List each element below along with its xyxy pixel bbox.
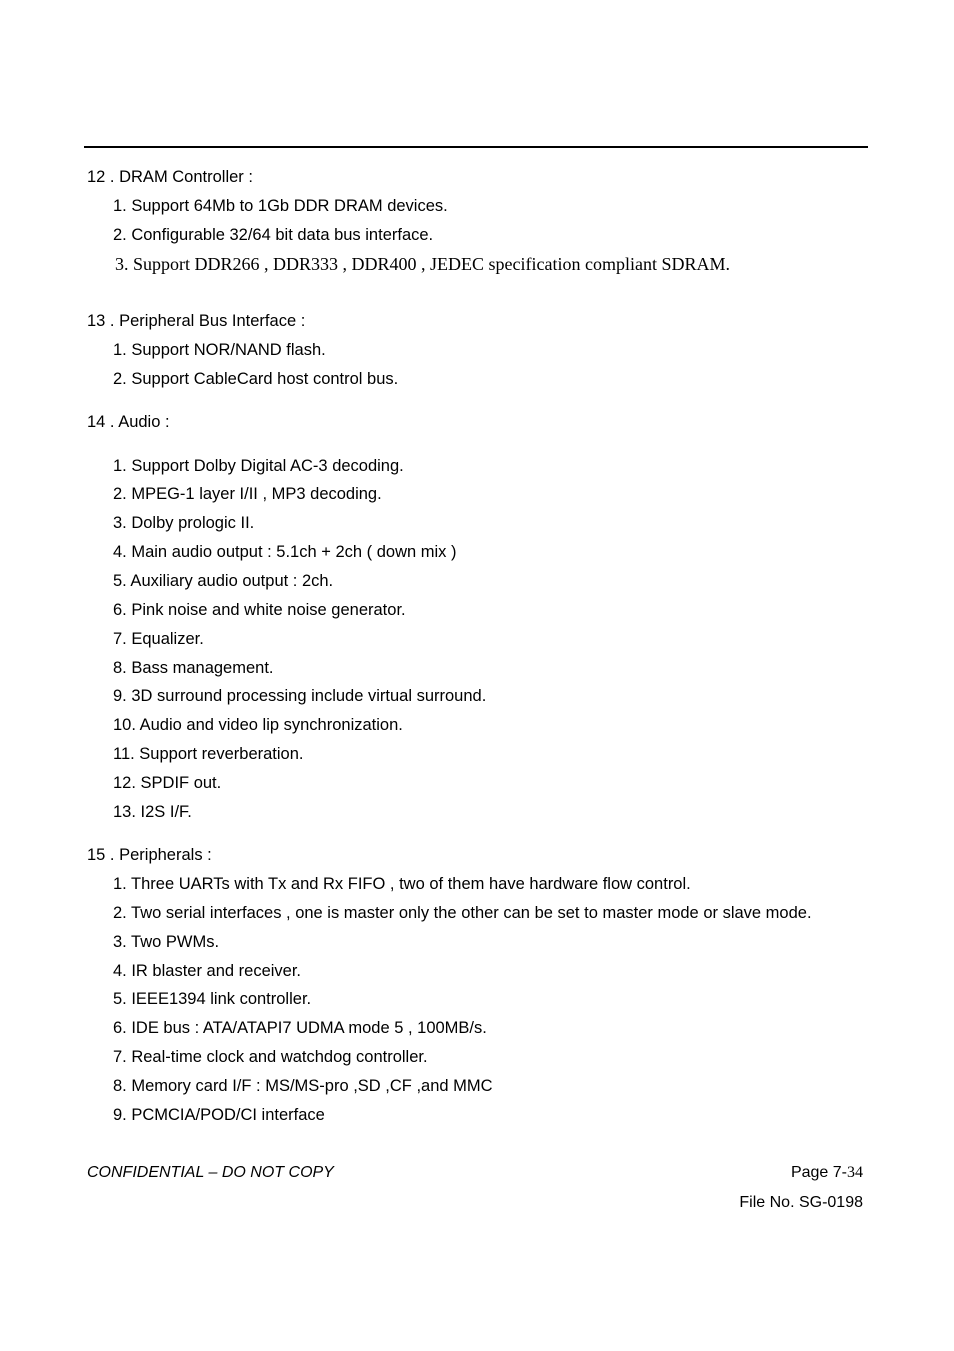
list-item: 1. Three UARTs with Tx and Rx FIFO , two of them have hardware flow control. bbox=[113, 875, 691, 893]
list-item: 8. Bass management. bbox=[113, 659, 274, 677]
section-heading-audio: 14 . Audio : bbox=[87, 413, 170, 431]
file-number: File No. SG-0198 bbox=[739, 1194, 863, 1211]
list-item: 2. Two serial interfaces , one is master only the other can be set to master mode or slave mode. bbox=[113, 904, 812, 922]
confidential-notice: CONFIDENTIAL – DO NOT COPY bbox=[87, 1164, 334, 1181]
list-item: 1. Support 64Mb to 1Gb DDR DRAM devices. bbox=[113, 197, 448, 215]
list-item: 7. Equalizer. bbox=[113, 630, 204, 648]
list-item: 10. Audio and video lip synchronization. bbox=[113, 716, 403, 734]
list-item: 2. Support CableCard host control bus. bbox=[113, 370, 399, 388]
list-item: 3. Support DDR266 , DDR333 , DDR400 , JEDEC specification compliant SDRAM. bbox=[115, 254, 730, 274]
section-heading-peripherals: 15 . Peripherals : bbox=[87, 846, 212, 864]
section-heading-peripheral-bus: 13 . Peripheral Bus Interface : bbox=[87, 312, 306, 330]
list-item: 4. Main audio output : 5.1ch + 2ch ( down mix ) bbox=[113, 543, 457, 561]
list-item: 6. IDE bus : ATA/ATAPI7 UDMA mode 5 , 100MB/s. bbox=[113, 1019, 487, 1037]
list-item: 9. 3D surround processing include virtual surround. bbox=[113, 687, 487, 705]
page-label: Page 7- bbox=[790, 1164, 847, 1181]
list-item: 1. Support NOR/NAND flash. bbox=[113, 341, 326, 359]
page-number-value: 34 bbox=[847, 1164, 863, 1181]
list-item: 11. Support reverberation. bbox=[113, 745, 304, 763]
list-item: 2. Configurable 32/64 bit data bus interface. bbox=[113, 226, 434, 244]
list-item: 3. Dolby prologic II. bbox=[113, 514, 255, 532]
list-item: 12. SPDIF out. bbox=[113, 774, 222, 792]
list-item: 1. Support Dolby Digital AC-3 decoding. bbox=[113, 457, 404, 475]
list-item: 4. IR blaster and receiver. bbox=[113, 962, 302, 980]
list-item: 2. MPEG-1 layer I/II , MP3 decoding. bbox=[113, 485, 382, 503]
list-item: 5. Auxiliary audio output : 2ch. bbox=[113, 572, 334, 590]
list-item: 3. Two PWMs. bbox=[113, 933, 220, 951]
section-heading-dram: 12 . DRAM Controller : bbox=[87, 168, 253, 186]
page-number bbox=[791, 1164, 863, 1182]
list-item: 6. Pink noise and white noise generator. bbox=[113, 601, 406, 619]
list-item: 5. IEEE1394 link controller. bbox=[113, 990, 312, 1008]
list-item: 9. PCMCIA/POD/CI interface bbox=[113, 1106, 325, 1124]
header-rule bbox=[84, 146, 868, 148]
list-item: 7. Real-time clock and watchdog controller. bbox=[113, 1048, 428, 1066]
list-item: 13. I2S I/F. bbox=[113, 803, 192, 821]
list-item: 8. Memory card I/F : MS/MS-pro ,SD ,CF ,and MMC bbox=[113, 1077, 493, 1095]
